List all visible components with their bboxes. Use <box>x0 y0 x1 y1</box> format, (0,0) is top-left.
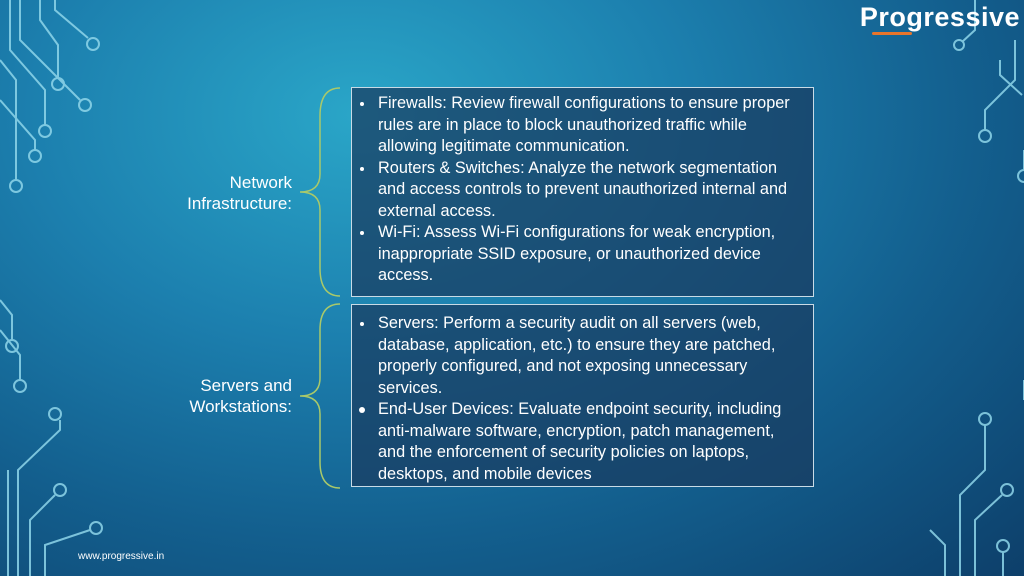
label-line: Workstations: <box>189 397 292 416</box>
brand-logo <box>860 2 1020 33</box>
list-item: Routers & Switches: Analyze the network segmentation and access controls to prevent unauthorized internal and external access. <box>378 158 803 223</box>
bullet-list <box>378 313 803 485</box>
list-item: Servers: Perform a security audit on all servers (web, database, application, etc.) to ensure they are patched, properly configured, and not exposing unnecessary services. <box>378 313 803 399</box>
bullet-list <box>378 93 803 287</box>
content-box-servers <box>351 304 814 487</box>
list-item: Firewalls: Review firewall configurations to ensure proper rules are in place to block unauthorized traffic while allowing legitimate communication. <box>378 93 803 158</box>
brace-network <box>298 86 346 298</box>
label-line: Servers and <box>200 376 292 395</box>
footer-url: www.progressive.in <box>78 551 165 562</box>
label-line: Network <box>229 173 292 192</box>
section-label-network <box>187 172 292 214</box>
logo-swoosh <box>872 32 912 35</box>
list-item: Wi-Fi: Assess Wi-Fi configurations for weak encryption, inappropriate SSID exposure, or unauthorized device access. <box>378 222 803 287</box>
label-line: Infrastructure: <box>187 194 292 213</box>
list-item: End-User Devices: Evaluate endpoint security, including anti-malware software, encryption, patch management, and the enforcement of security policies on laptops, desktops, and mobile devices <box>378 399 803 485</box>
section-label-servers <box>189 375 292 417</box>
content-box-network <box>351 87 814 297</box>
logo-text: Progressive <box>859 2 1020 32</box>
brace-servers <box>298 302 346 490</box>
